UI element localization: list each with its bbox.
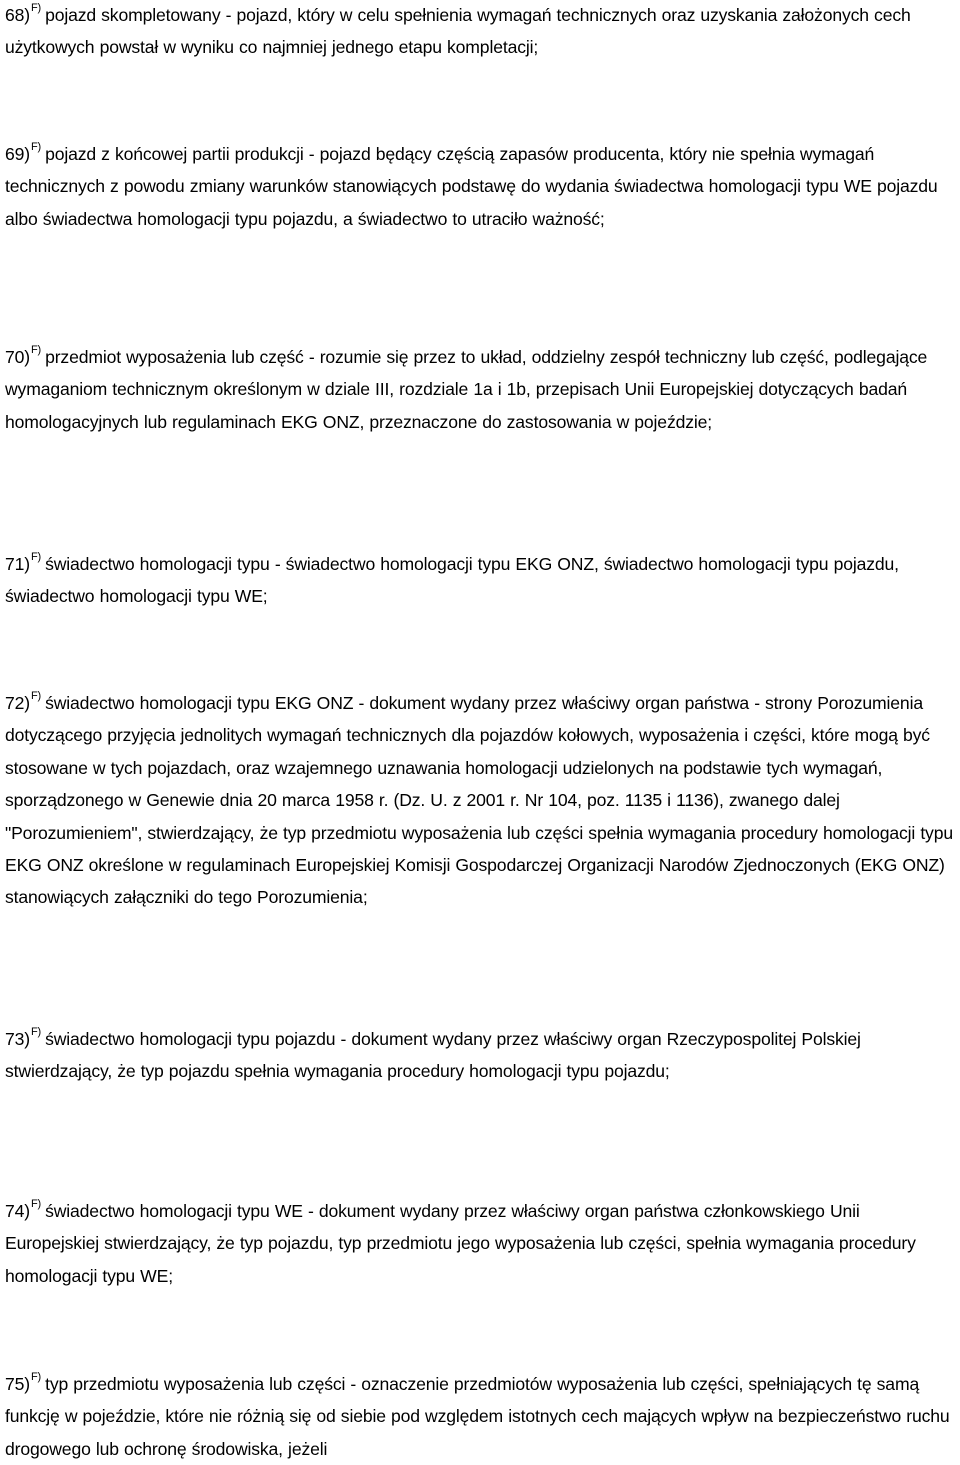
item-number: 68) (5, 5, 30, 25)
definition-text: świadectwo homologacji typu EKG ONZ - dokument wydany przez właściwy organ państwa - strony Porozumienia dotyczącego przyjęcia jednolitych wymagań technicznych dla pojazdów kołowych, wyposażenia i części, które mogą być stosowane w tych pojazdach, oraz wzajemnego uznawania homologacji udzielonych na podstawie tych wymagań, sporządzonego w Genewie dnia 20 marca 1958 r. (Dz. U. z 2001 r. Nr 104, poz. 1135 i 1136), zwanego dalej "Porozumieniem", stwierdzający, że typ przedmiotu wyposażenia lub części spełnia wymagania procedury homologacji typu EKG ONZ określone w regulaminach Europejskiej Komisji Gospodarczej Organizacji Narodów Zjednoczonych (EKG ONZ) stanowiących załączniki do tego Porozumienia; (5, 693, 953, 908)
definition-text: typ przedmiotu wyposażenia lub części - oznaczenie przedmiotów wyposażenia lub części, spełniających tę samą funkcję w pojeździe, które nie różnią się od siebie pod względem istotnych cech mających wpływ na bezpieczeństwo ruchu drogowego lub ochronę środowiska, jeżeli (5, 1374, 950, 1459)
footnote-marker: F) (30, 344, 42, 356)
item-number: 72) (5, 693, 30, 713)
definition-item-72 (5, 687, 957, 914)
item-number: 70) (5, 347, 30, 367)
definition-item-68 (5, 0, 957, 64)
item-number: 75) (5, 1374, 30, 1394)
definition-text: świadectwo homologacji typu - świadectwo homologacji typu EKG ONZ, świadectwo homologacji typu pojazdu, świadectwo homologacji typu WE; (5, 554, 899, 607)
footnote-marker: F) (30, 2, 42, 14)
definition-item-74 (5, 1195, 957, 1292)
definition-text: pojazd skompletowany - pojazd, który w celu spełnienia wymagań technicznych oraz uzyskania założonych cech użytkowych powstał w wyniku co najmniej jednego etapu kompletacji; (5, 5, 911, 58)
definition-text: pojazd z końcowej partii produkcji - pojazd będący częścią zapasów producenta, który nie spełnia wymagań technicznych z powodu zmiany warunków stanowiących podstawę do wydania świadectwa homologacji typu WE pojazdu albo świadectwa homologacji typu pojazdu, a świadectwo to utraciło ważność; (5, 144, 938, 229)
definition-text: świadectwo homologacji typu WE - dokument wydany przez właściwy organ państwa członkowskiego Unii Europejskiej stwierdzający, że typ pojazdu, typ przedmiotu jego wyposażenia lub części, spełnia wymagania procedury homologacji typu WE; (5, 1201, 916, 1286)
footnote-marker: F) (30, 141, 42, 153)
definition-text: świadectwo homologacji typu pojazdu - dokument wydany przez właściwy organ Rzeczypospolitej Polskiej stwierdzający, że typ pojazdu spełnia wymagania procedury homologacji typu pojazdu; (5, 1029, 861, 1082)
definition-item-75 (5, 1368, 957, 1465)
definition-item-70 (5, 341, 957, 438)
definition-item-71 (5, 548, 957, 613)
footnote-marker: F) (30, 551, 42, 563)
item-number: 74) (5, 1201, 30, 1221)
footnote-marker: F) (30, 1198, 42, 1210)
item-number: 69) (5, 144, 30, 164)
definition-item-69 (5, 138, 957, 235)
item-number: 73) (5, 1029, 30, 1049)
footnote-marker: F) (30, 1371, 42, 1383)
footnote-marker: F) (30, 690, 42, 702)
item-number: 71) (5, 554, 30, 574)
definition-text: przedmiot wyposażenia lub część - rozumie się przez to układ, oddzielny zespół techniczny lub część, podlegające wymaganiom technicznym określonym w dziale III, rozdziale 1a i 1b, przepisach Unii Europejskiej dotyczących badań homologacyjnych lub regulaminach EKG ONZ, przeznaczone do zastosowania w pojeździe; (5, 347, 928, 432)
footnote-marker: F) (30, 1026, 42, 1038)
definition-item-73 (5, 1023, 957, 1088)
